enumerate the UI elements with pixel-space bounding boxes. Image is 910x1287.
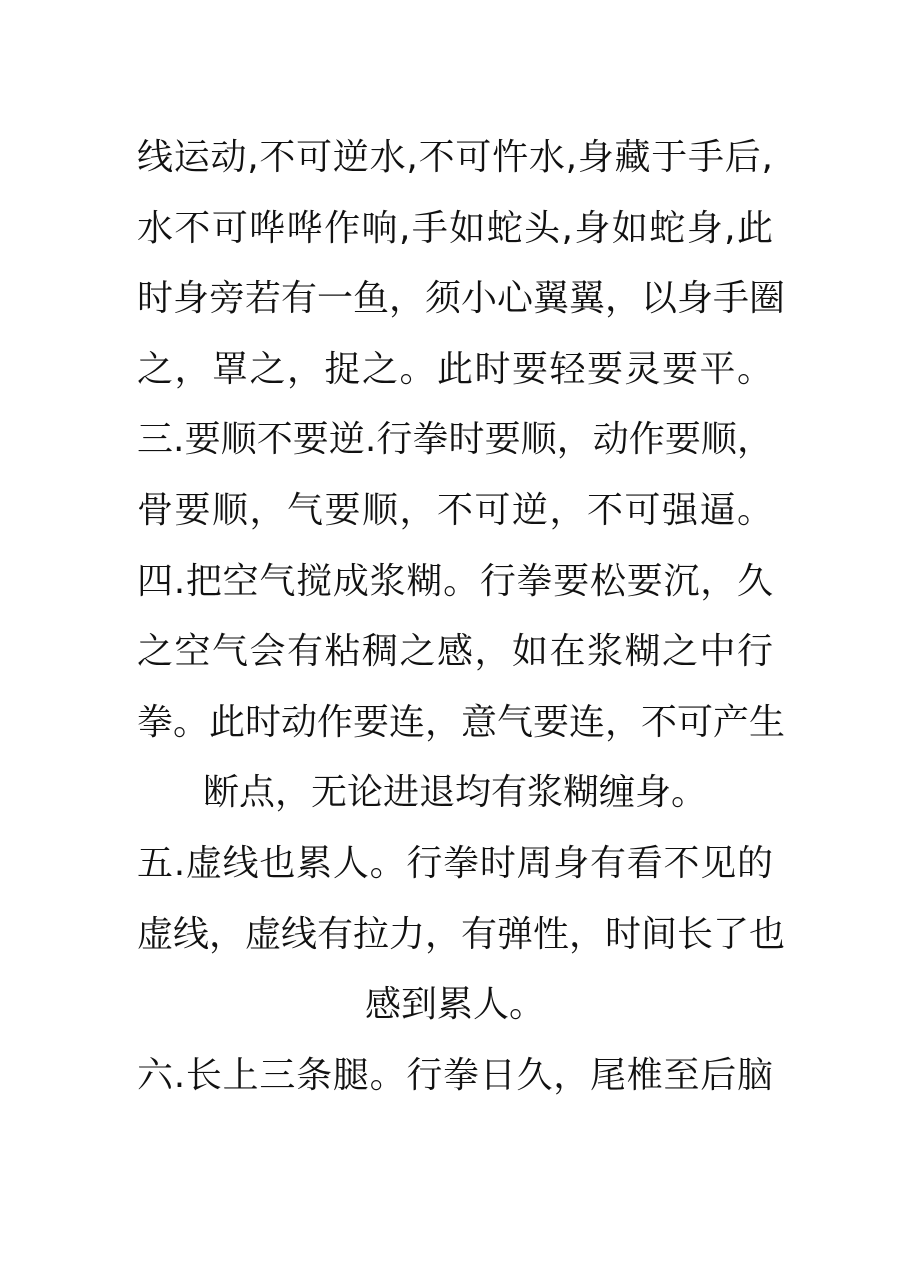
text-line: 水不可哗哗作响,手如蛇头,身如蛇身,此 bbox=[137, 207, 773, 249]
text-line: 三.要顺不要逆.行拳时要顺，动作要顺， bbox=[137, 419, 773, 461]
text-line: 断点，无论进退均有浆糊缠身。 bbox=[202, 772, 707, 814]
body-text bbox=[137, 123, 786, 1111]
text-line: 六.长上三条腿。行拳日久，尾椎至后脑 bbox=[137, 1054, 773, 1096]
text-line: 时身旁若有一鱼，须小心翼翼，以身手圈 bbox=[137, 278, 786, 320]
text-line: 之空气会有粘稠之感，如在浆糊之中行 bbox=[137, 631, 773, 673]
text-line: 虚线，虚线有拉力，有弹性，时间长了也 bbox=[137, 913, 786, 955]
text-line: 线运动,不可逆水,不可忤水,身藏于手后, bbox=[137, 137, 773, 178]
text-line: 四.把空气搅成浆糊。行拳要松要沉，久 bbox=[137, 560, 773, 602]
text-line: 拳。此时动作要连，意气要连，不可产生 bbox=[137, 701, 786, 743]
text-line: 骨要顺，气要顺，不可逆，不可强逼。 bbox=[137, 489, 773, 531]
text-line: 五.虚线也累人。行拳时周身有看不见的 bbox=[137, 842, 773, 884]
text-line: 感到累人。 bbox=[364, 984, 545, 1026]
text-line: 之，罩之，捉之。此时要轻要灵要平。 bbox=[137, 348, 773, 390]
